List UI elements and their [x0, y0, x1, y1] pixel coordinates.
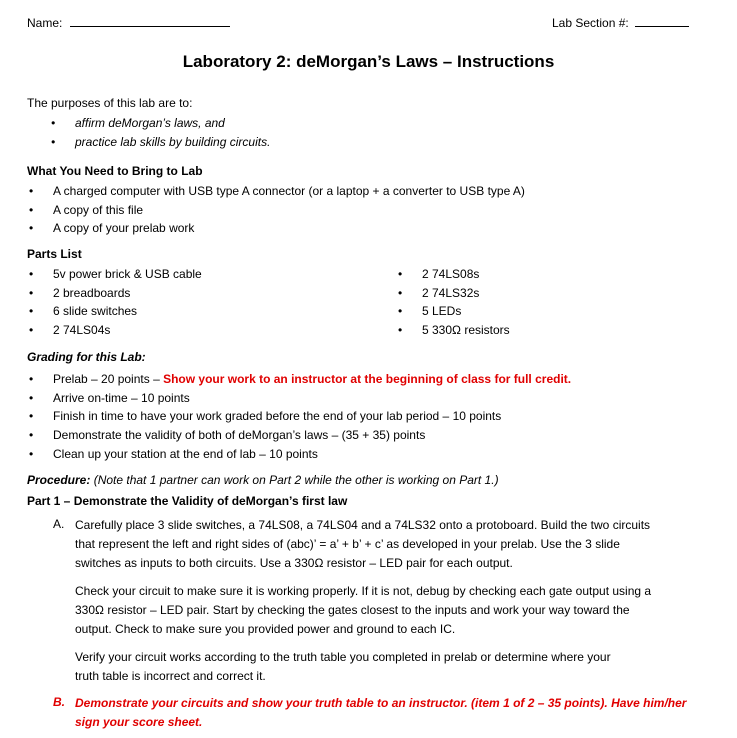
lab-section-blank[interactable]	[635, 14, 689, 27]
lab-section-label: Lab Section #:	[552, 16, 629, 30]
bring-item: • A copy of this file	[29, 202, 525, 221]
step-a-paragraph-2: Check your circuit to make sure it is working properly. If it is not, debug by checking each gate output using a 330Ω resistor – LED pair. Start by checking the gates closest to the inputs and work your way toward the output. Check to make sure you provided power and ground to each IC.	[75, 584, 652, 636]
grading-item: • Clean up your station at the end of lab – 10 points	[29, 446, 571, 465]
procedure-line	[27, 472, 499, 489]
bring-list	[29, 183, 525, 239]
part-item: • 5 LEDs	[398, 303, 510, 322]
purpose-item: • affirm deMorgan’s laws, and	[51, 115, 270, 134]
part-item: • 5 330Ω resistors	[398, 322, 510, 341]
part-item: • 2 breadboards	[29, 285, 202, 304]
procedure-note: (Note that 1 partner can work on Part 2 while the other is working on Part 1.)	[90, 473, 499, 487]
bring-item: • A charged computer with USB type A connector (or a laptop + a converter to USB type A)	[29, 183, 525, 202]
name-label: Name:	[27, 16, 63, 30]
step-a-paragraph-1: Carefully place 3 slide switches, a 74LS08, a 74LS04 and a 74LS32 onto a protoboard. Build the two circuits that represent the left and right sides of (abc)’ = a’ + b’ + c’ as developed in your prelab. Use the 3 slide switches as inputs to both circuits. Use a 330Ω resistor – LED pair for each output.	[75, 518, 651, 570]
part-item: • 2 74LS04s	[29, 322, 202, 341]
step-a-paragraph-3: Verify your circuit works according to the truth table you completed in prelab or determine where your truth table is incorrect and correct it.	[75, 650, 611, 683]
prelab-instruction: Show your work to an instructor at the beginning of class for full credit.	[163, 372, 572, 386]
grading-heading: Grading for this Lab:	[27, 350, 146, 364]
purpose-item: • practice lab skills by building circuits.	[51, 134, 270, 153]
grading-item: • Arrive on-time – 10 points	[29, 390, 571, 409]
name-field[interactable]	[27, 14, 230, 32]
part1-heading: Part 1 – Demonstrate the Validity of deMorgan’s first law	[27, 494, 348, 508]
prelab-text: Prelab – 20 points –	[53, 372, 164, 386]
purposes-intro: The purposes of this lab are to:	[27, 96, 193, 110]
step-b-paragraph: Demonstrate your circuits and show your truth table to an instructor. (item 1 of 2 – 35 points). Have him/her sign your score sheet.	[75, 696, 687, 729]
part-item: • 6 slide switches	[29, 303, 202, 322]
parts-heading: Parts List	[27, 247, 82, 261]
grading-item-prelab	[29, 371, 571, 390]
step-a-marker: A.	[53, 517, 65, 531]
bring-heading: What You Need to Bring to Lab	[27, 164, 203, 178]
bring-item: • A copy of your prelab work	[29, 220, 525, 239]
lab-section-field[interactable]	[552, 14, 689, 32]
parts-list-left	[29, 266, 202, 341]
procedure-label: Procedure:	[27, 473, 91, 487]
grading-item: • Demonstrate the validity of both of deMorgan’s laws – (35 + 35) points	[29, 427, 571, 446]
parts-list-right	[398, 266, 510, 341]
grading-list	[29, 371, 571, 464]
page-title: Laboratory 2: deMorgan’s Laws – Instructions	[182, 52, 555, 71]
purposes-list	[51, 115, 270, 153]
step-b-marker: B.	[53, 695, 65, 709]
part-item: • 2 74LS08s	[398, 266, 510, 285]
part-item: • 2 74LS32s	[398, 285, 510, 304]
part-item: • 5v power brick & USB cable	[29, 266, 202, 285]
name-blank[interactable]	[70, 14, 230, 27]
grading-item: • Finish in time to have your work graded before the end of your lab period – 10 points	[29, 408, 571, 427]
